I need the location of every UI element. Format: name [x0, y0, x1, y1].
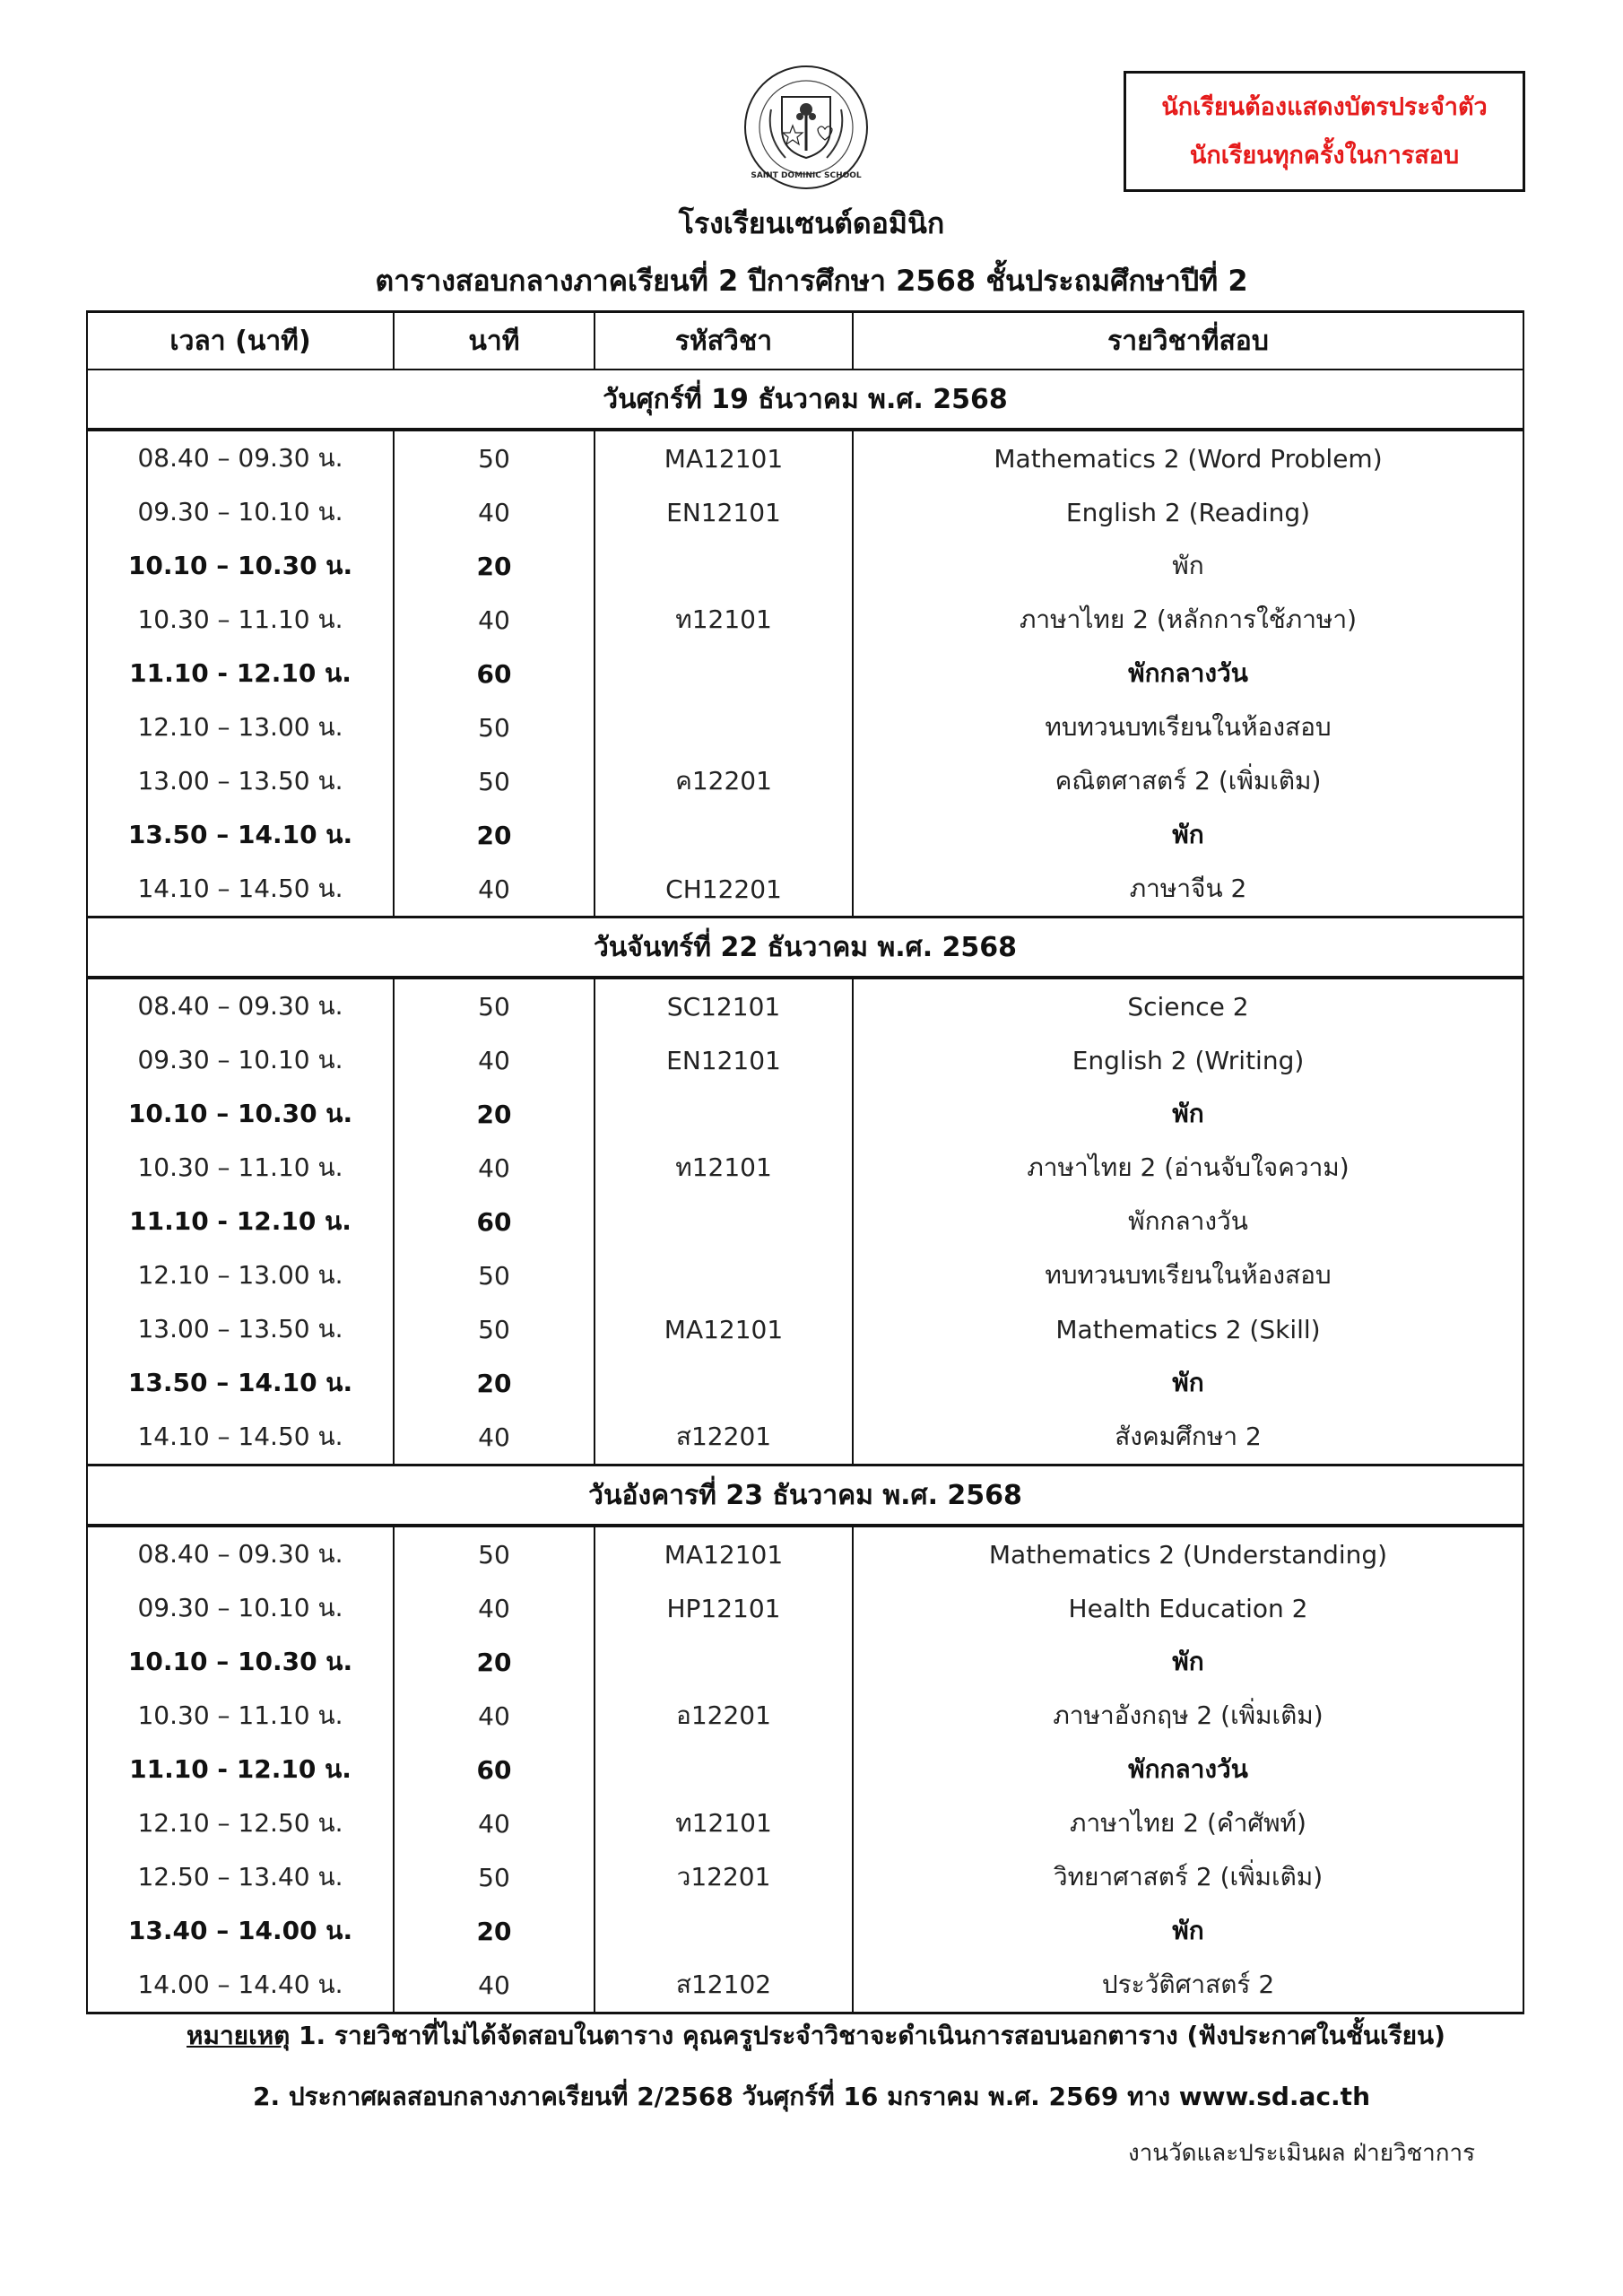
time-cell: 12.10 – 13.00 น.: [87, 700, 394, 754]
time-cell: 14.10 – 14.50 น.: [87, 1410, 394, 1465]
subject-cell: พัก: [853, 1087, 1523, 1141]
subject-code-cell: [595, 1356, 853, 1410]
day-header-row: [87, 370, 1523, 430]
id-card-notice-box: [1124, 71, 1525, 192]
note-1: [9, 2016, 1623, 2056]
subject-cell: พัก: [853, 1356, 1523, 1410]
minutes-cell: 40: [394, 1033, 595, 1087]
table-row: [87, 485, 1523, 539]
table-row: [87, 1581, 1523, 1635]
column-header-code: รหัสวิชา: [595, 312, 853, 370]
subject-code-cell: [595, 1904, 853, 1958]
subject-cell: ประวัติศาสตร์ 2: [853, 1958, 1523, 2013]
subject-cell: ภาษาไทย 2 (หลักการใช้ภาษา): [853, 593, 1523, 647]
time-cell: 08.40 – 09.30 น.: [87, 430, 394, 485]
minutes-cell: 20: [394, 1087, 595, 1141]
table-row: [87, 539, 1523, 593]
subject-cell: พัก: [853, 1904, 1523, 1958]
minutes-cell: 40: [394, 1689, 595, 1743]
subject-code-cell: ว12201: [595, 1850, 853, 1904]
notice-line-1: นักเรียนต้องแสดงบัตรประจำตัว: [1161, 92, 1488, 121]
minutes-cell: 40: [394, 862, 595, 918]
document-title: ตารางสอบกลางภาคเรียนที่ 2 ปีการศึกษา 2568 ชั้นประถมศึกษาปีที่ 2: [375, 264, 1248, 298]
time-cell: 10.10 – 10.30 น.: [87, 1087, 394, 1141]
subject-code-cell: ท12101: [595, 1796, 853, 1850]
subject-code-cell: EN12101: [595, 485, 853, 539]
subject-code-cell: EN12101: [595, 1033, 853, 1087]
schedule-body: [87, 370, 1523, 2013]
subject-code-cell: SC12101: [595, 978, 853, 1033]
subject-cell: English 2 (Writing): [853, 1033, 1523, 1087]
minutes-cell: 20: [394, 1635, 595, 1689]
time-cell: 14.10 – 14.50 น.: [87, 862, 394, 918]
day-label: วันจันทร์ที่ 22 ธันวาคม พ.ศ. 2568: [87, 918, 1523, 978]
minutes-cell: 40: [394, 1796, 595, 1850]
minutes-cell: 40: [394, 485, 595, 539]
subject-code-cell: [595, 1743, 853, 1796]
table-row: [87, 1850, 1523, 1904]
time-cell: 09.30 – 10.10 น.: [87, 1033, 394, 1087]
day-label: วันอังคารที่ 23 ธันวาคม พ.ศ. 2568: [87, 1465, 1523, 1526]
minutes-cell: 50: [394, 1248, 595, 1302]
time-cell: 08.40 – 09.30 น.: [87, 1526, 394, 1581]
school-seal-icon: [741, 65, 872, 190]
subject-cell: สังคมศึกษา 2: [853, 1410, 1523, 1465]
day-label: วันศุกร์ที่ 19 ธันวาคม พ.ศ. 2568: [87, 370, 1523, 430]
minutes-cell: 50: [394, 1850, 595, 1904]
school-name: โรงเรียนเซนต์ดอมินิก: [678, 206, 945, 240]
subject-cell: ทบทวนบทเรียนในห้องสอบ: [853, 700, 1523, 754]
minutes-cell: 50: [394, 1526, 595, 1581]
time-cell: 11.10 - 12.10 น.: [87, 1743, 394, 1796]
subject-cell: พัก: [853, 1635, 1523, 1689]
minutes-cell: 40: [394, 1958, 595, 2013]
subject-code-cell: [595, 1248, 853, 1302]
day-header-row: [87, 918, 1523, 978]
time-cell: 13.40 – 14.00 น.: [87, 1904, 394, 1958]
time-cell: 13.00 – 13.50 น.: [87, 754, 394, 808]
minutes-cell: 50: [394, 700, 595, 754]
table-row: [87, 978, 1523, 1033]
school-seal-logo: [741, 65, 872, 190]
table-row: [87, 1526, 1523, 1581]
table-row: [87, 1410, 1523, 1465]
subject-cell: ทบทวนบทเรียนในห้องสอบ: [853, 1248, 1523, 1302]
subject-code-cell: ค12201: [595, 754, 853, 808]
time-cell: 12.10 – 12.50 น.: [87, 1796, 394, 1850]
subject-code-cell: MA12101: [595, 430, 853, 485]
time-cell: 10.10 – 10.30 น.: [87, 1635, 394, 1689]
table-header-row: [87, 312, 1523, 370]
table-row: [87, 1743, 1523, 1796]
table-row: [87, 1689, 1523, 1743]
table-row: [87, 1356, 1523, 1410]
minutes-cell: 20: [394, 1356, 595, 1410]
note-1-text: 1. รายวิชาที่ไม่ได้จัดสอบในตาราง คุณครูประจำวิชาจะดำเนินการสอบนอกตาราง (ฟังประกาศในชั้นเรียน): [290, 2021, 1445, 2050]
department-signature: งานวัดและประเมินผล ฝ่ายวิชาการ: [1128, 2140, 1476, 2167]
subject-code-cell: ส12102: [595, 1958, 853, 2013]
table-row: [87, 1796, 1523, 1850]
subject-code-cell: [595, 647, 853, 700]
minutes-cell: 40: [394, 593, 595, 647]
time-cell: 13.50 – 14.10 น.: [87, 1356, 394, 1410]
subject-code-cell: [595, 1195, 853, 1248]
table-row: [87, 1141, 1523, 1195]
minutes-cell: 60: [394, 1195, 595, 1248]
minutes-cell: 20: [394, 1904, 595, 1958]
table-row: [87, 647, 1523, 700]
subject-code-cell: MA12101: [595, 1526, 853, 1581]
table-row: [87, 700, 1523, 754]
time-cell: 14.00 – 14.40 น.: [87, 1958, 394, 2013]
time-cell: 10.10 – 10.30 น.: [87, 539, 394, 593]
subject-code-cell: MA12101: [595, 1302, 853, 1356]
minutes-cell: 40: [394, 1410, 595, 1465]
table-row: [87, 1302, 1523, 1356]
subject-code-cell: [595, 1635, 853, 1689]
subject-code-cell: [595, 1087, 853, 1141]
table-row: [87, 1958, 1523, 2013]
subject-cell: Mathematics 2 (Word Problem): [853, 430, 1523, 485]
time-cell: 13.50 – 14.10 น.: [87, 808, 394, 862]
notice-line-2: นักเรียนทุกครั้งในการสอบ: [1189, 141, 1460, 170]
subject-code-cell: CH12201: [595, 862, 853, 918]
subject-cell: พักกลางวัน: [853, 1195, 1523, 1248]
table-row: [87, 808, 1523, 862]
minutes-cell: 20: [394, 808, 595, 862]
subject-cell: พัก: [853, 808, 1523, 862]
note-2: 2. ประกาศผลสอบกลางภาคเรียนที่ 2/2568 วันศุกร์ที่ 16 มกราคม พ.ศ. 2569 ทาง www.sd.ac.th: [253, 2082, 1370, 2111]
subject-code-cell: [595, 539, 853, 593]
subject-cell: Mathematics 2 (Understanding): [853, 1526, 1523, 1581]
time-cell: 13.00 – 13.50 น.: [87, 1302, 394, 1356]
subject-cell: ภาษาอังกฤษ 2 (เพิ่มเติม): [853, 1689, 1523, 1743]
time-cell: 11.10 - 12.10 น.: [87, 647, 394, 700]
subject-cell: Science 2: [853, 978, 1523, 1033]
subject-code-cell: [595, 700, 853, 754]
time-cell: 10.30 – 11.10 น.: [87, 1141, 394, 1195]
time-cell: 11.10 - 12.10 น.: [87, 1195, 394, 1248]
subject-code-cell: ส12201: [595, 1410, 853, 1465]
subject-cell: ภาษาไทย 2 (คำศัพท์): [853, 1796, 1523, 1850]
subject-cell: ภาษาจีน 2: [853, 862, 1523, 918]
minutes-cell: 20: [394, 539, 595, 593]
minutes-cell: 50: [394, 978, 595, 1033]
svg-text:SAINT DOMINIC SCHOOL: SAINT DOMINIC SCHOOL: [751, 171, 862, 180]
minutes-cell: 60: [394, 1743, 595, 1796]
subject-cell: วิทยาศาสตร์ 2 (เพิ่มเติม): [853, 1850, 1523, 1904]
subject-code-cell: ท12101: [595, 593, 853, 647]
column-header-minutes: นาที: [394, 312, 595, 370]
day-header-row: [87, 1465, 1523, 1526]
subject-cell: พักกลางวัน: [853, 647, 1523, 700]
subject-cell: คณิตศาสตร์ 2 (เพิ่มเติม): [853, 754, 1523, 808]
minutes-cell: 60: [394, 647, 595, 700]
table-row: [87, 1195, 1523, 1248]
table-row: [87, 1033, 1523, 1087]
subject-code-cell: [595, 808, 853, 862]
subject-cell: Mathematics 2 (Skill): [853, 1302, 1523, 1356]
minutes-cell: 50: [394, 430, 595, 485]
subject-code-cell: HP12101: [595, 1581, 853, 1635]
time-cell: 09.30 – 10.10 น.: [87, 1581, 394, 1635]
subject-code-cell: ท12101: [595, 1141, 853, 1195]
time-cell: 09.30 – 10.10 น.: [87, 485, 394, 539]
subject-cell: English 2 (Reading): [853, 485, 1523, 539]
table-row: [87, 754, 1523, 808]
table-row: [87, 1904, 1523, 1958]
subject-code-cell: อ12201: [595, 1689, 853, 1743]
subject-cell: ภาษาไทย 2 (อ่านจับใจความ): [853, 1141, 1523, 1195]
exam-schedule-table: [86, 310, 1524, 2014]
table-row: [87, 1635, 1523, 1689]
notes-label: หมายเหตุ: [187, 2021, 291, 2050]
minutes-cell: 50: [394, 754, 595, 808]
minutes-cell: 50: [394, 1302, 595, 1356]
minutes-cell: 40: [394, 1581, 595, 1635]
time-cell: 10.30 – 11.10 น.: [87, 593, 394, 647]
subject-cell: Health Education 2: [853, 1581, 1523, 1635]
column-header-time: เวลา (นาที): [87, 312, 394, 370]
subject-cell: พัก: [853, 539, 1523, 593]
minutes-cell: 40: [394, 1141, 595, 1195]
table-row: [87, 862, 1523, 918]
table-row: [87, 430, 1523, 485]
subject-cell: พักกลางวัน: [853, 1743, 1523, 1796]
column-header-subject: รายวิชาที่สอบ: [853, 312, 1523, 370]
table-row: [87, 1248, 1523, 1302]
table-row: [87, 1087, 1523, 1141]
notes-section: [0, 2016, 1623, 2117]
table-row: [87, 593, 1523, 647]
time-cell: 10.30 – 11.10 น.: [87, 1689, 394, 1743]
time-cell: 12.10 – 13.00 น.: [87, 1248, 394, 1302]
time-cell: 08.40 – 09.30 น.: [87, 978, 394, 1033]
time-cell: 12.50 – 13.40 น.: [87, 1850, 394, 1904]
